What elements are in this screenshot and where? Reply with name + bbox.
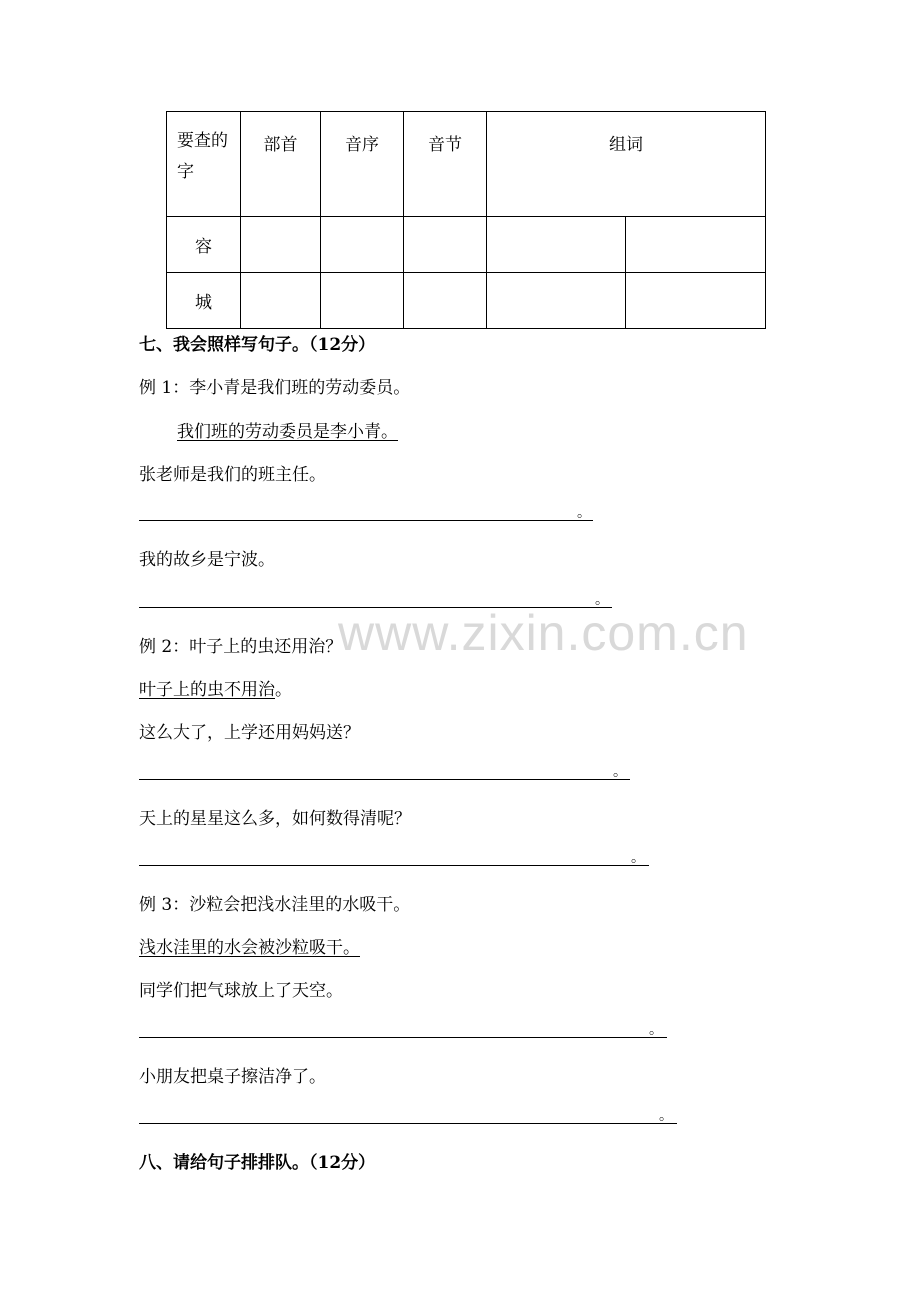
table-row bbox=[167, 273, 766, 329]
cell-initial[interactable] bbox=[321, 273, 404, 329]
row-char: 城 bbox=[167, 273, 241, 329]
cell-word-1[interactable] bbox=[487, 217, 626, 273]
example1-label: 例 1：李小青是我们班的劳动委员。 bbox=[139, 378, 411, 398]
example2-answer: 叶子上的虫不用治 bbox=[139, 680, 275, 700]
example2-label: 例 2：叶子上的虫还用治？ bbox=[139, 637, 343, 657]
example2-answer-line bbox=[139, 675, 292, 700]
full-stop: 。 bbox=[613, 764, 627, 780]
example3-answer: 浅水洼里的水会被沙粒吸干。 bbox=[139, 938, 360, 958]
full-stop: 。 bbox=[649, 1022, 663, 1038]
cell-radical[interactable] bbox=[241, 273, 321, 329]
full-stop: 。 bbox=[659, 1108, 673, 1124]
answer-blank-5[interactable] bbox=[139, 1015, 667, 1038]
row-char: 容 bbox=[167, 217, 241, 273]
cell-word-2[interactable] bbox=[626, 217, 766, 273]
answer-blank-1[interactable] bbox=[139, 498, 593, 521]
cell-initial[interactable] bbox=[321, 217, 404, 273]
section8-title: 八、请给句子排排队。（12分） bbox=[139, 1153, 376, 1173]
question-6: 小朋友把桌子擦洁净了。 bbox=[139, 1067, 326, 1087]
header-initial: 音序 bbox=[321, 112, 404, 217]
full-stop: 。 bbox=[577, 505, 591, 521]
dictionary-table bbox=[166, 111, 766, 329]
header-words: 组词 bbox=[487, 112, 766, 217]
header-syllable: 音节 bbox=[404, 112, 487, 217]
answer-blank-4[interactable] bbox=[139, 843, 649, 866]
question-2: 我的故乡是宁波。 bbox=[139, 550, 275, 570]
header-char: 要查的字 bbox=[167, 112, 241, 217]
example2-answer-end: 。 bbox=[275, 680, 292, 700]
section7-title: 七、我会照样写句子。（12分） bbox=[139, 335, 376, 355]
cell-word-2[interactable] bbox=[626, 273, 766, 329]
cell-syllable[interactable] bbox=[404, 217, 487, 273]
table-row bbox=[167, 217, 766, 273]
table-header-row bbox=[167, 112, 766, 217]
question-4: 天上的星星这么多，如何数得清呢？ bbox=[139, 809, 411, 829]
cell-radical[interactable] bbox=[241, 217, 321, 273]
header-radical: 部首 bbox=[241, 112, 321, 217]
full-stop: 。 bbox=[595, 592, 609, 608]
answer-blank-3[interactable] bbox=[139, 757, 630, 780]
watermark: www.zixin.com.cn bbox=[338, 605, 749, 661]
question-5: 同学们把气球放上了天空。 bbox=[139, 981, 343, 1001]
answer-blank-6[interactable] bbox=[139, 1101, 677, 1124]
full-stop: 。 bbox=[631, 850, 645, 866]
cell-word-1[interactable] bbox=[487, 273, 626, 329]
question-1: 张老师是我们的班主任。 bbox=[139, 465, 326, 485]
question-3: 这么大了，上学还用妈妈送？ bbox=[139, 723, 360, 743]
example3-label: 例 3：沙粒会把浅水洼里的水吸干。 bbox=[139, 895, 411, 915]
example1-answer: 我们班的劳动委员是李小青。 bbox=[177, 422, 398, 442]
cell-syllable[interactable] bbox=[404, 273, 487, 329]
